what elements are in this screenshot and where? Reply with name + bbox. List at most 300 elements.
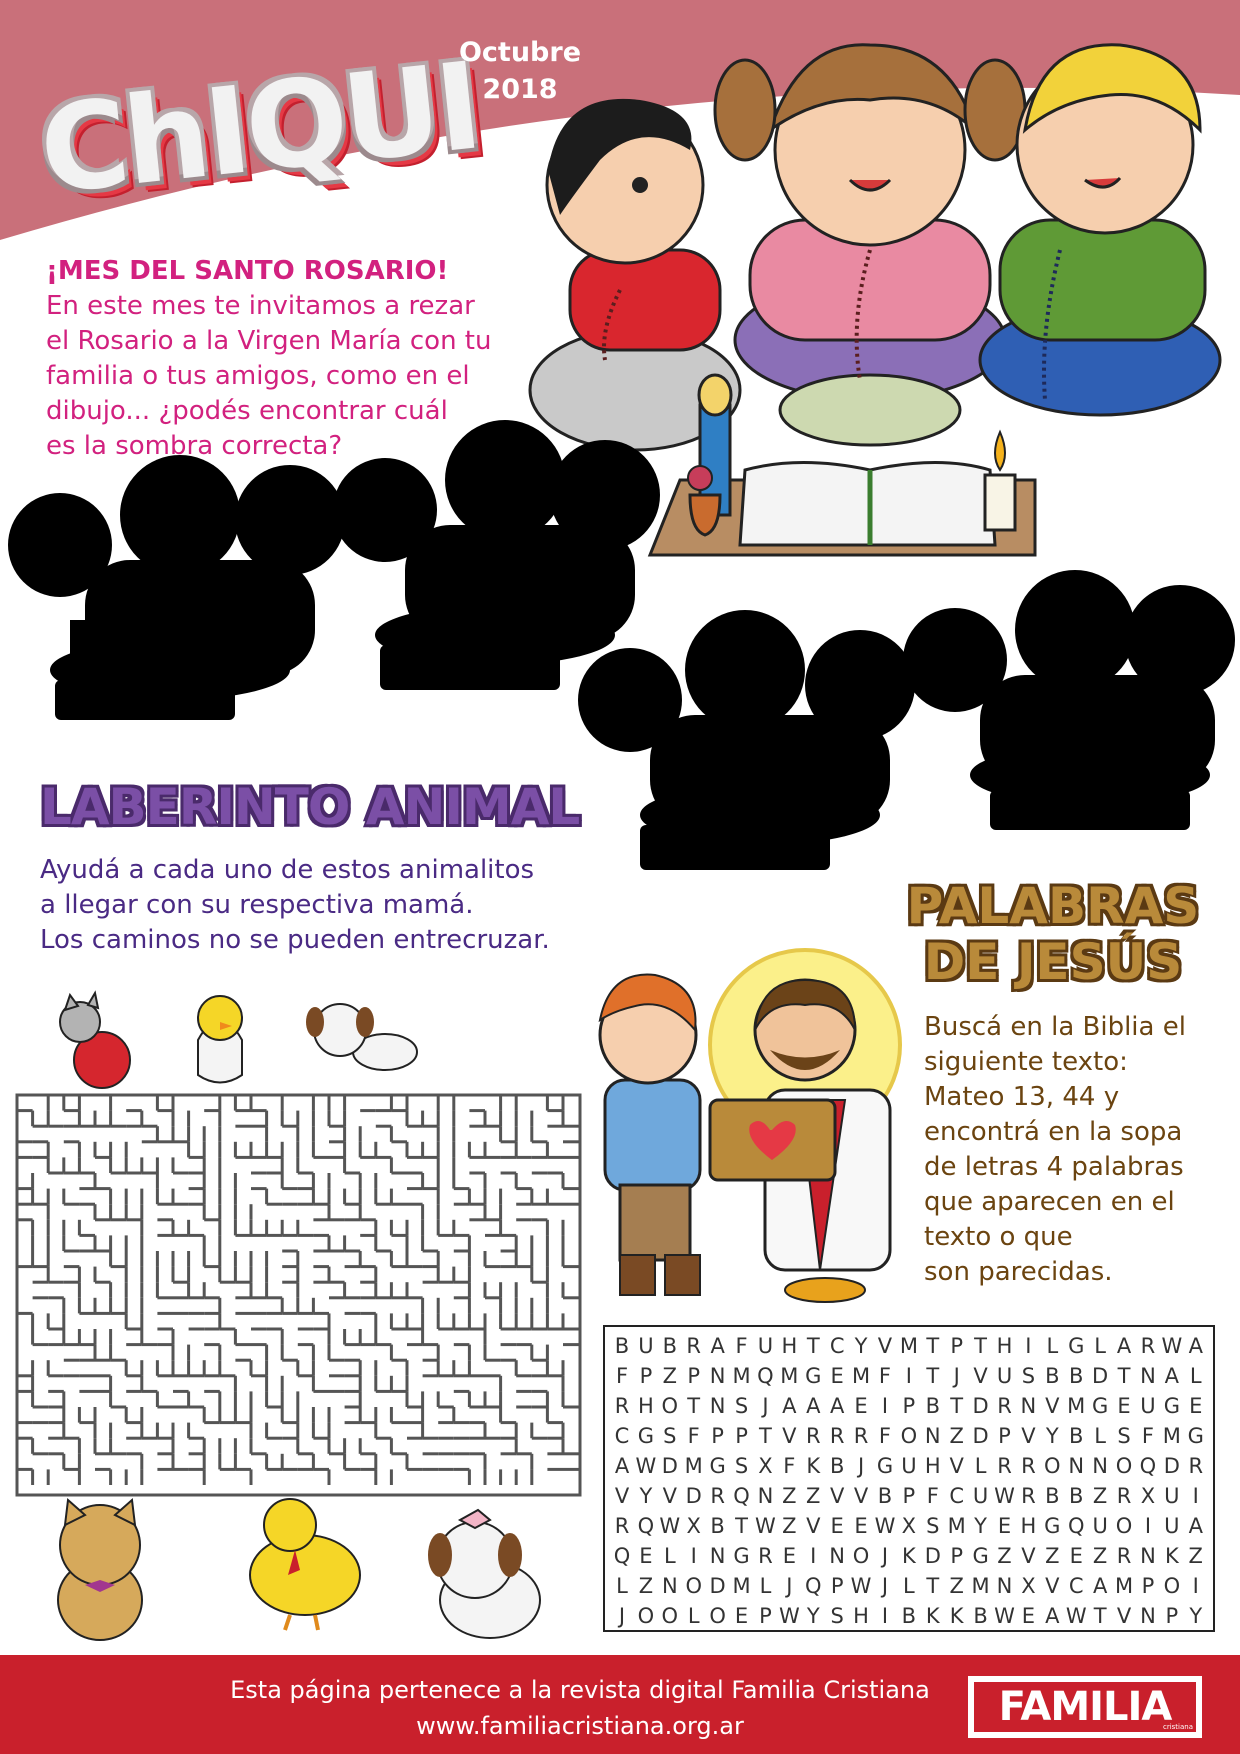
word-search-letter[interactable]: S — [926, 1514, 940, 1538]
rosary-line: dibujo... ¿podés encontrar cuál — [46, 396, 448, 426]
hen-icon — [250, 1499, 360, 1630]
words-line: Buscá en la Biblia el — [924, 1012, 1186, 1042]
word-search-letter[interactable]: A — [1188, 1514, 1203, 1538]
word-search-letter[interactable]: K — [901, 1544, 916, 1568]
word-search-letter[interactable]: R — [614, 1514, 630, 1538]
word-search-letter[interactable]: T — [926, 1574, 940, 1598]
word-search-letter[interactable]: R — [1021, 1484, 1036, 1508]
word-search-letter[interactable]: X — [1140, 1484, 1156, 1508]
word-search-letter[interactable]: Z — [949, 1574, 964, 1598]
words-title-line1: PALABRAS — [906, 877, 1200, 935]
word-search-letter[interactable]: Q — [733, 1484, 750, 1508]
word-search-letter[interactable]: Y — [1189, 1604, 1203, 1628]
word-search-letter[interactable]: L — [1189, 1364, 1202, 1388]
word-search-letter[interactable]: V — [853, 1484, 869, 1508]
word-search-letter[interactable]: V — [1045, 1574, 1060, 1598]
rosary-line: el Rosario a la Virgen María con tu — [46, 326, 492, 356]
word-search-letter[interactable]: G — [637, 1424, 655, 1448]
word-search-letter[interactable]: X — [686, 1514, 701, 1538]
word-search-letter[interactable]: F — [687, 1424, 700, 1448]
word-search-letter[interactable]: R — [758, 1544, 773, 1568]
word-search-letter[interactable]: G — [805, 1364, 822, 1388]
word-search-row — [611, 1361, 1207, 1391]
word-search-letter[interactable]: X — [901, 1514, 917, 1538]
word-search-letter[interactable]: Z — [1188, 1544, 1203, 1568]
word-search-letter[interactable]: T — [735, 1514, 748, 1538]
word-search-letter[interactable]: H — [1020, 1514, 1037, 1538]
word-search-letter[interactable]: L — [1094, 1424, 1106, 1448]
word-search-letter[interactable]: V — [1021, 1424, 1036, 1448]
word-search-letter[interactable]: F — [1141, 1424, 1154, 1448]
word-search-letter[interactable]: W — [874, 1514, 896, 1538]
word-search-letter[interactable]: D — [972, 1424, 989, 1448]
word-search-letter[interactable]: A — [829, 1394, 845, 1418]
word-search-letter[interactable]: J — [881, 1544, 889, 1568]
shadow-silhouette-3 — [578, 610, 915, 870]
word-search-letter[interactable]: R — [686, 1334, 702, 1358]
word-search-letter[interactable]: A — [614, 1454, 630, 1478]
word-search-letter[interactable]: Z — [638, 1574, 654, 1598]
word-search-letter[interactable]: U — [972, 1484, 989, 1508]
word-search-letter[interactable]: O — [1044, 1454, 1061, 1478]
word-search-letter[interactable]: M — [971, 1574, 990, 1598]
words-line: Mateo 13, 44 y — [924, 1082, 1120, 1112]
word-search-letter[interactable]: G — [972, 1544, 989, 1568]
word-search-letter[interactable]: U — [757, 1334, 774, 1358]
word-search-letter[interactable]: R — [1021, 1454, 1036, 1478]
word-search-letter[interactable]: N — [924, 1424, 941, 1448]
word-search-letter[interactable]: A — [1164, 1364, 1180, 1388]
word-search-grid[interactable] — [603, 1325, 1215, 1632]
word-search-letter[interactable]: R — [1188, 1454, 1204, 1478]
word-search-row — [611, 1541, 1207, 1571]
word-search-letter[interactable]: V — [973, 1364, 988, 1388]
word-search-letter[interactable]: G — [733, 1544, 750, 1568]
word-search-letter[interactable]: P — [950, 1544, 964, 1568]
word-search-letter[interactable]: P — [1165, 1604, 1179, 1628]
word-search-letter[interactable]: H — [996, 1334, 1013, 1358]
maze-line: a llegar con su respectiva mamá. — [40, 890, 474, 920]
words-line: siguiente texto: — [924, 1047, 1128, 1077]
word-search-letter[interactable]: L — [663, 1544, 676, 1568]
word-search-letter[interactable]: J — [762, 1394, 769, 1418]
shadow-silhouette-4 — [903, 570, 1235, 830]
word-search-letter[interactable]: J — [857, 1454, 865, 1478]
issue-date — [440, 34, 600, 108]
word-search-letter[interactable]: F — [926, 1484, 939, 1508]
word-search-letter[interactable]: Z — [997, 1544, 1012, 1568]
word-search-letter[interactable]: W — [1065, 1604, 1087, 1628]
word-search-letter[interactable]: P — [902, 1484, 916, 1508]
word-search-letter[interactable]: T — [1093, 1604, 1107, 1628]
word-search-letter[interactable]: A — [806, 1394, 821, 1418]
word-search-letter[interactable]: N — [1068, 1454, 1085, 1478]
word-search-letter[interactable]: T — [687, 1394, 701, 1418]
word-search-letter[interactable]: O — [661, 1394, 679, 1418]
maze-line: Los caminos no se pueden entrecruzar. — [40, 925, 550, 955]
word-search-letter[interactable]: V — [806, 1514, 821, 1538]
words-line: encontrá en la sopa — [924, 1117, 1183, 1147]
word-search-letter[interactable]: V — [1021, 1544, 1036, 1568]
word-search-letter[interactable]: V — [877, 1334, 893, 1358]
word-search-letter[interactable]: O — [900, 1424, 918, 1448]
word-search-letter[interactable]: N — [709, 1394, 726, 1418]
word-search-letter[interactable]: S — [663, 1424, 677, 1448]
word-search-letter[interactable]: M — [780, 1364, 799, 1388]
word-search-letter[interactable]: D — [1163, 1454, 1180, 1478]
word-search-letter[interactable]: U — [1092, 1514, 1108, 1538]
word-search-letter[interactable]: S — [734, 1454, 749, 1478]
word-search-letter[interactable]: B — [710, 1514, 725, 1538]
word-search-letter[interactable]: O — [1163, 1574, 1181, 1598]
word-search-letter[interactable]: X — [1021, 1574, 1036, 1598]
words-title-line2: DE JESÚS — [923, 933, 1183, 991]
word-search-letter[interactable]: R — [614, 1394, 630, 1418]
rosary-intro — [46, 254, 566, 464]
word-search-letter[interactable]: O — [1115, 1454, 1133, 1478]
word-search-letter[interactable]: P — [998, 1424, 1011, 1448]
word-search-row — [611, 1451, 1207, 1481]
word-search-letter[interactable]: Q — [637, 1514, 655, 1538]
maze-title: LABERINTO ANIMAL — [40, 778, 580, 836]
word-search-letter[interactable]: Z — [782, 1484, 797, 1508]
word-search-letter[interactable]: B — [925, 1394, 940, 1418]
word-search-letter[interactable]: N — [996, 1574, 1013, 1598]
word-search-letter[interactable]: E — [1021, 1604, 1036, 1628]
word-search-letter[interactable]: B — [1069, 1424, 1084, 1448]
word-search-letter[interactable]: B — [614, 1334, 630, 1358]
word-search-letter[interactable]: O — [1115, 1514, 1133, 1538]
word-search-letter[interactable]: P — [639, 1364, 653, 1388]
word-search-letter[interactable]: T — [926, 1334, 940, 1358]
word-search-letter[interactable]: A — [710, 1334, 725, 1358]
word-search-letter[interactable]: G — [1068, 1334, 1085, 1358]
word-search-letter[interactable]: P — [735, 1424, 748, 1448]
word-search-letter[interactable]: I — [810, 1544, 817, 1568]
word-search-letter[interactable]: D — [1092, 1364, 1109, 1388]
footer-text — [180, 1672, 980, 1744]
word-search-letter[interactable]: Z — [1045, 1544, 1060, 1568]
word-search-letter[interactable]: I — [690, 1544, 697, 1568]
word-search-letter[interactable]: B — [973, 1604, 988, 1628]
word-search-letter[interactable]: U — [901, 1454, 917, 1478]
word-search-letter[interactable]: W — [635, 1454, 657, 1478]
word-search-letter[interactable]: H — [924, 1454, 941, 1478]
word-search-letter[interactable]: R — [805, 1424, 821, 1448]
word-search-letter[interactable]: B — [901, 1604, 917, 1628]
word-search-letter[interactable]: G — [1091, 1394, 1109, 1418]
word-search-letter[interactable]: L — [759, 1574, 772, 1598]
chick-icon — [198, 996, 242, 1083]
word-search-letter[interactable]: J — [953, 1364, 960, 1388]
word-search-letter[interactable]: N — [661, 1574, 678, 1598]
word-search-letter[interactable]: B — [829, 1454, 845, 1478]
word-search-letter[interactable]: K — [949, 1604, 964, 1628]
word-search-letter[interactable]: W — [994, 1484, 1015, 1508]
word-search-letter[interactable]: W — [659, 1514, 681, 1538]
word-search-letter[interactable]: E — [1117, 1394, 1131, 1418]
maze-line: Ayudá a cada uno de estos animalitos — [40, 855, 535, 885]
date-month: Octubre — [458, 37, 582, 68]
word-search-letter[interactable]: C — [614, 1424, 630, 1448]
word-search-letter[interactable]: R — [997, 1454, 1012, 1478]
word-search-letter[interactable]: H — [638, 1394, 654, 1418]
word-search-letter[interactable]: Q — [757, 1364, 774, 1388]
word-search-letter[interactable]: E — [854, 1394, 868, 1418]
word-search-letter[interactable]: G — [709, 1454, 726, 1478]
word-search-letter[interactable]: Z — [806, 1484, 821, 1508]
word-search-letter[interactable]: I — [881, 1604, 889, 1628]
kitten-icon — [60, 993, 130, 1088]
word-search-letter[interactable]: B — [1045, 1364, 1060, 1388]
word-search-letter[interactable]: F — [878, 1424, 892, 1448]
word-search-letter[interactable]: Z — [1092, 1544, 1108, 1568]
word-search-letter[interactable]: Q — [613, 1544, 631, 1568]
word-search-letter[interactable]: T — [926, 1364, 940, 1388]
word-search-letter[interactable]: O — [661, 1604, 679, 1628]
word-search-letter[interactable]: N — [757, 1484, 774, 1508]
word-search-letter[interactable]: T — [759, 1424, 772, 1448]
word-search-letter[interactable]: K — [1164, 1544, 1179, 1568]
word-search-letter[interactable]: Z — [949, 1424, 964, 1448]
word-search-letter[interactable]: P — [711, 1424, 724, 1448]
word-search-letter[interactable]: O — [637, 1604, 655, 1628]
word-search-letter[interactable]: R — [853, 1424, 869, 1448]
word-search-letter[interactable]: Q — [1067, 1514, 1085, 1538]
familia-brand-logo — [968, 1676, 1202, 1738]
word-search-letter[interactable]: N — [709, 1544, 726, 1568]
word-search-letter[interactable]: Y — [854, 1334, 868, 1358]
word-search-letter[interactable]: H — [853, 1604, 869, 1628]
word-search-letter[interactable]: W — [1161, 1334, 1183, 1358]
word-search-letter[interactable]: R — [829, 1424, 845, 1448]
word-search-letter[interactable]: O — [852, 1544, 870, 1568]
date-year: 2018 — [482, 74, 558, 105]
word-search-letter[interactable]: M — [852, 1364, 871, 1388]
word-search-letter[interactable]: I — [1144, 1514, 1152, 1538]
word-search-letter[interactable]: N — [829, 1544, 846, 1568]
word-search-letter[interactable]: L — [616, 1574, 628, 1598]
word-search-letter[interactable]: I — [1192, 1574, 1199, 1598]
word-search-letter[interactable]: V — [662, 1484, 677, 1508]
word-search-letter[interactable]: A — [1188, 1334, 1203, 1358]
word-search-letter[interactable]: V — [1116, 1604, 1132, 1628]
rosary-line: En este mes te invitamos a rezar — [46, 291, 475, 321]
cat-icon — [58, 1500, 142, 1640]
word-search-letter[interactable]: B — [662, 1334, 678, 1358]
word-search-letter[interactable]: Y — [639, 1484, 653, 1508]
word-search-letter[interactable]: O — [685, 1574, 702, 1598]
word-search-row — [611, 1511, 1207, 1541]
word-search-letter[interactable]: T — [1117, 1364, 1131, 1388]
word-search-letter[interactable]: F — [735, 1334, 748, 1358]
word-search-letter[interactable]: G — [876, 1454, 894, 1478]
word-search-letter[interactable]: P — [759, 1604, 772, 1628]
words-line: texto o que — [924, 1222, 1073, 1252]
word-search-letter[interactable]: C — [829, 1334, 845, 1358]
word-search-letter[interactable]: N — [1092, 1454, 1108, 1478]
word-search-letter[interactable]: T — [806, 1334, 820, 1358]
word-search-letter[interactable]: D — [709, 1574, 726, 1598]
word-search-letter[interactable]: Y — [806, 1604, 820, 1628]
word-search-letter[interactable]: R — [1116, 1544, 1132, 1568]
word-search-letter[interactable]: U — [1164, 1484, 1180, 1508]
word-search-letter[interactable]: L — [903, 1574, 915, 1598]
word-search-letter[interactable]: E — [830, 1514, 844, 1538]
word-search-letter[interactable]: T — [974, 1334, 987, 1358]
words-instructions — [924, 1010, 1224, 1290]
words-title — [888, 878, 1218, 990]
word-search-letter[interactable]: O — [709, 1604, 726, 1628]
word-search-letter[interactable]: A — [1116, 1334, 1132, 1358]
word-search-letter[interactable]: A — [782, 1394, 797, 1418]
word-search-letter[interactable]: S — [830, 1604, 844, 1628]
footer-line1: Esta página pertenece a la revista digital Familia Cristiana — [230, 1676, 930, 1704]
word-search-letter[interactable]: Z — [782, 1514, 797, 1538]
word-search-letter[interactable]: V — [614, 1484, 630, 1508]
word-search-letter[interactable]: I — [1025, 1334, 1032, 1358]
word-search-letter[interactable]: N — [1020, 1394, 1037, 1418]
word-search-letter[interactable]: R — [997, 1394, 1012, 1418]
rosary-line: familia o tus amigos, como en el — [46, 361, 470, 391]
word-search-letter[interactable]: B — [1069, 1484, 1084, 1508]
word-search-letter[interactable]: M — [1114, 1574, 1134, 1598]
dog-icon — [428, 1510, 540, 1638]
word-search-letter[interactable]: J — [881, 1574, 889, 1598]
word-search-letter[interactable]: R — [710, 1484, 725, 1508]
word-search-letter[interactable]: V — [829, 1484, 845, 1508]
word-search-letter[interactable]: C — [949, 1484, 965, 1508]
word-search-letter[interactable]: A — [1045, 1604, 1060, 1628]
word-search-letter[interactable]: L — [1046, 1334, 1059, 1358]
word-search-letter[interactable]: T — [950, 1394, 964, 1418]
word-search-letter[interactable]: N — [1140, 1604, 1156, 1628]
word-search-letter[interactable]: I — [905, 1364, 912, 1388]
word-search-row — [611, 1571, 1207, 1601]
word-search-letter[interactable]: W — [778, 1604, 800, 1628]
word-search-letter[interactable]: M — [899, 1334, 918, 1358]
word-search-letter[interactable]: P — [902, 1394, 916, 1418]
footer-url[interactable]: www.familiacristiana.org.ar — [416, 1712, 744, 1740]
word-search-letter[interactable]: X — [758, 1454, 773, 1478]
word-search-row — [611, 1421, 1207, 1451]
word-search-letter[interactable]: Y — [974, 1514, 987, 1538]
word-search-letter[interactable]: U — [1164, 1514, 1180, 1538]
word-search-letter[interactable]: U — [996, 1364, 1013, 1388]
word-search-letter[interactable]: N — [1140, 1364, 1156, 1388]
word-search-letter[interactable]: Z — [662, 1364, 677, 1388]
word-search-letter[interactable]: M — [1067, 1394, 1086, 1418]
word-search-letter[interactable]: Q — [804, 1574, 822, 1598]
word-search-letter[interactable]: M — [1162, 1424, 1181, 1448]
word-search-letter[interactable]: I — [1192, 1484, 1199, 1508]
word-search-letter[interactable]: D — [972, 1394, 989, 1418]
word-search-letter[interactable]: S — [1021, 1364, 1036, 1388]
word-search-row — [611, 1331, 1207, 1361]
word-search-letter[interactable]: B — [1045, 1484, 1060, 1508]
word-search-letter[interactable]: I — [881, 1394, 889, 1418]
word-search-letter[interactable]: D — [661, 1454, 678, 1478]
word-search-letter[interactable]: E — [1069, 1544, 1083, 1568]
word-search-letter[interactable]: M — [684, 1454, 703, 1478]
word-search-row — [611, 1391, 1207, 1421]
word-search-letter[interactable]: D — [685, 1484, 702, 1508]
word-search-letter[interactable]: W — [994, 1604, 1015, 1628]
word-search-letter[interactable]: L — [974, 1454, 987, 1478]
word-search-letter[interactable]: F — [615, 1364, 629, 1388]
word-search-letter[interactable]: F — [878, 1364, 892, 1388]
word-search-letter[interactable]: M — [732, 1574, 751, 1598]
word-search-letter[interactable]: W — [850, 1574, 872, 1598]
word-search-letter[interactable]: K — [806, 1454, 821, 1478]
word-search-letter[interactable]: G — [1163, 1394, 1180, 1418]
word-search-letter[interactable]: W — [755, 1514, 776, 1538]
word-search-letter[interactable]: V — [949, 1454, 964, 1478]
word-search-letter[interactable]: C — [1068, 1574, 1084, 1598]
word-search-letter[interactable]: P — [687, 1364, 701, 1388]
word-search-letter[interactable]: Y — [1045, 1424, 1059, 1448]
word-search-letter[interactable]: P — [1141, 1574, 1155, 1598]
word-search-letter[interactable]: D — [924, 1544, 941, 1568]
word-search-letter[interactable]: G — [1044, 1514, 1061, 1538]
word-search-letter[interactable]: V — [782, 1424, 797, 1448]
rosary-headline: ¡MES DEL SANTO ROSARIO! — [46, 256, 449, 286]
word-search-letter[interactable]: G — [1187, 1424, 1204, 1448]
words-line: que aparecen en el — [924, 1187, 1175, 1217]
word-search-letter[interactable]: Q — [1139, 1454, 1157, 1478]
word-search-letter[interactable]: E — [639, 1544, 653, 1568]
shadow-silhouette-1 — [8, 455, 345, 720]
word-search-letter[interactable]: M — [732, 1364, 751, 1388]
word-search-letter[interactable]: S — [734, 1394, 749, 1418]
word-search-letter[interactable]: E — [1189, 1394, 1203, 1418]
word-search-letter[interactable]: E — [854, 1514, 868, 1538]
word-search-letter[interactable]: P — [830, 1574, 844, 1598]
word-search-letter[interactable]: L — [1094, 1334, 1106, 1358]
word-search-letter[interactable]: E — [997, 1514, 1012, 1538]
word-search-letter[interactable]: R — [1116, 1484, 1132, 1508]
rosary-line: es la sombra correcta? — [46, 431, 343, 461]
word-search-letter[interactable]: L — [687, 1604, 700, 1628]
chiqui-logo: ChIQUI — [33, 37, 485, 222]
word-search-letter[interactable]: E — [734, 1604, 749, 1628]
word-search-letter[interactable]: F — [783, 1454, 796, 1478]
word-search-letter[interactable]: A — [1092, 1574, 1108, 1598]
word-search-row — [611, 1601, 1207, 1631]
word-search-letter[interactable]: U — [638, 1334, 654, 1358]
word-search-letter[interactable]: N — [709, 1364, 726, 1388]
word-search-letter[interactable]: R — [1140, 1334, 1156, 1358]
word-search-letter[interactable]: K — [925, 1604, 940, 1628]
jesus-and-boy-illustration — [600, 950, 900, 1302]
word-search-letter[interactable]: S — [1117, 1424, 1131, 1448]
word-search-letter[interactable]: B — [1069, 1364, 1084, 1388]
word-search-letter[interactable]: J — [618, 1604, 626, 1628]
word-search-letter[interactable]: B — [877, 1484, 893, 1508]
word-search-letter[interactable]: E — [830, 1364, 844, 1388]
word-search-letter[interactable]: N — [1140, 1544, 1156, 1568]
word-search-letter[interactable]: H — [781, 1334, 798, 1358]
word-search-letter[interactable]: M — [947, 1514, 966, 1538]
brand-subtext: cristiana — [1162, 1723, 1193, 1731]
word-search-letter[interactable]: V — [1045, 1394, 1060, 1418]
word-search-row — [611, 1481, 1207, 1511]
word-search-letter[interactable]: E — [782, 1544, 796, 1568]
word-search-letter[interactable]: Z — [1092, 1484, 1108, 1508]
word-search-letter[interactable]: J — [786, 1574, 793, 1598]
word-search-letter[interactable]: U — [1140, 1394, 1156, 1418]
word-search-letter[interactable]: P — [950, 1334, 964, 1358]
